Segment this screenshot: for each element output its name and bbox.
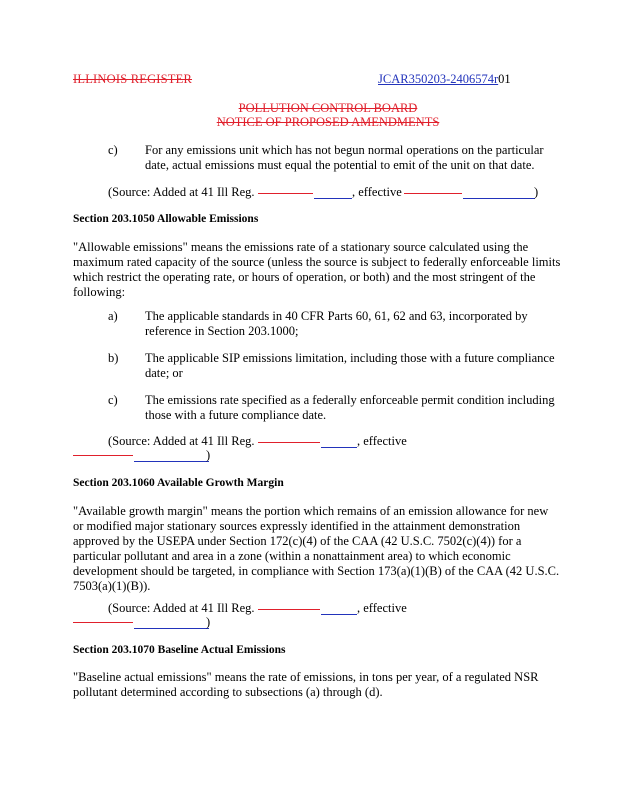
- deleted-blank: [73, 455, 133, 456]
- effective-label: , effective: [357, 601, 407, 615]
- section-1070-paragraph: [73, 670, 539, 700]
- list-item-text: [145, 393, 555, 423]
- source-note: (Source: Added at 41 Ill Reg.: [108, 185, 255, 199]
- paragraph-line: "Allowable emissions" means the emissions rate of a stationary source calculated using the: [73, 240, 529, 254]
- close-paren: ): [206, 615, 211, 629]
- inserted-blank: [321, 614, 357, 615]
- list-item-text: [145, 309, 528, 339]
- section-heading-1060: Section 203.1060 Available Growth Margin: [73, 477, 284, 489]
- source-note: (Source: Added at 41 Ill Reg.: [108, 434, 255, 448]
- deleted-blank: [258, 442, 320, 443]
- deleted-blank: [404, 193, 462, 194]
- paragraph-line: particular pollutant and area in a zone (within a nonattainment area) to which economic: [73, 549, 511, 563]
- inserted-blank: [134, 628, 209, 629]
- inserted-blank: [463, 198, 535, 199]
- paragraph-line: development should be targeted, in compliance with Section 173(a)(1)(B) of the CAA (42 U.S.C.: [73, 564, 560, 578]
- list-item-line: For any emissions unit which has not begun normal operations on the particular: [145, 143, 544, 157]
- close-paren: ): [206, 448, 211, 462]
- paragraph-line: which restrict the operating rate, or hours of operation, or both) and the most stringent of the: [73, 270, 536, 284]
- effective-label: , effective: [357, 434, 407, 448]
- close-paren: ): [534, 185, 539, 199]
- list-item-line: reference in Section 203.1000;: [145, 324, 299, 338]
- list-label: b): [108, 351, 119, 365]
- jcar-code-suffix: 01: [498, 72, 511, 86]
- list-item-line: those with a future compliance date.: [145, 408, 327, 422]
- paragraph-line: following:: [73, 285, 126, 299]
- list-label: c): [108, 143, 118, 157]
- jcar-code-main[interactable]: JCAR350203-2406574r: [378, 72, 499, 86]
- list-item-line: The applicable SIP emissions limitation, including those with a future compliance: [145, 351, 555, 365]
- source-note: (Source: Added at 41 Ill Reg.: [108, 601, 255, 615]
- section-1050-paragraph: [73, 240, 560, 300]
- list-item-text: [145, 143, 544, 173]
- list-label: a): [108, 309, 118, 323]
- inserted-blank: [314, 198, 352, 199]
- illinois-register-title: ILLINOIS REGISTER: [73, 72, 193, 86]
- list-item-line: date; or: [145, 366, 183, 380]
- paragraph-line: pollutant determined according to subsections (a) through (d).: [73, 685, 383, 699]
- jcar-code: [378, 72, 511, 87]
- section-heading-1070: Section 203.1070 Baseline Actual Emissions: [73, 644, 286, 656]
- deleted-blank: [258, 609, 320, 610]
- list-item-line: The emissions rate specified as a federally enforceable permit condition including: [145, 393, 555, 407]
- paragraph-line: approved by the USEPA under Section 172(c)(4) of the CAA (42 U.S.C. 7502(c)(4)) for a: [73, 534, 522, 548]
- paragraph-line: "Available growth margin" means the portion which remains of an emission allowance for new: [73, 504, 549, 518]
- paragraph-line: or modified major stationary sources expressly identified in the attainment demonstration: [73, 519, 521, 533]
- list-item-line: The applicable standards in 40 CFR Parts 60, 61, 62 and 63, incorporated by: [145, 309, 528, 323]
- paragraph-line: 7503(a)(1)(B)).: [73, 579, 151, 593]
- list-item-line: date, actual emissions must equal the potential to emit of the unit on that date.: [145, 158, 535, 172]
- paragraph-line: "Baseline actual emissions" means the rate of emissions, in tons per year, of a regulated NSR: [73, 670, 539, 684]
- list-item-text: [145, 351, 555, 381]
- section-heading-1050: Section 203.1050 Allowable Emissions: [73, 213, 259, 225]
- list-label: c): [108, 393, 118, 407]
- effective-label: , effective: [352, 185, 402, 199]
- inserted-blank: [134, 461, 209, 462]
- inserted-blank: [321, 447, 357, 448]
- deleted-blank: [258, 193, 313, 194]
- section-1060-paragraph: [73, 504, 559, 594]
- deleted-blank: [73, 622, 133, 623]
- board-title: POLLUTION CONTROL BOARD: [238, 101, 418, 115]
- paragraph-line: maximum rated capacity of the source (unless the source is subject to federally enforceable limits: [73, 255, 561, 269]
- notice-title: NOTICE OF PROPOSED AMENDMENTS: [216, 115, 440, 129]
